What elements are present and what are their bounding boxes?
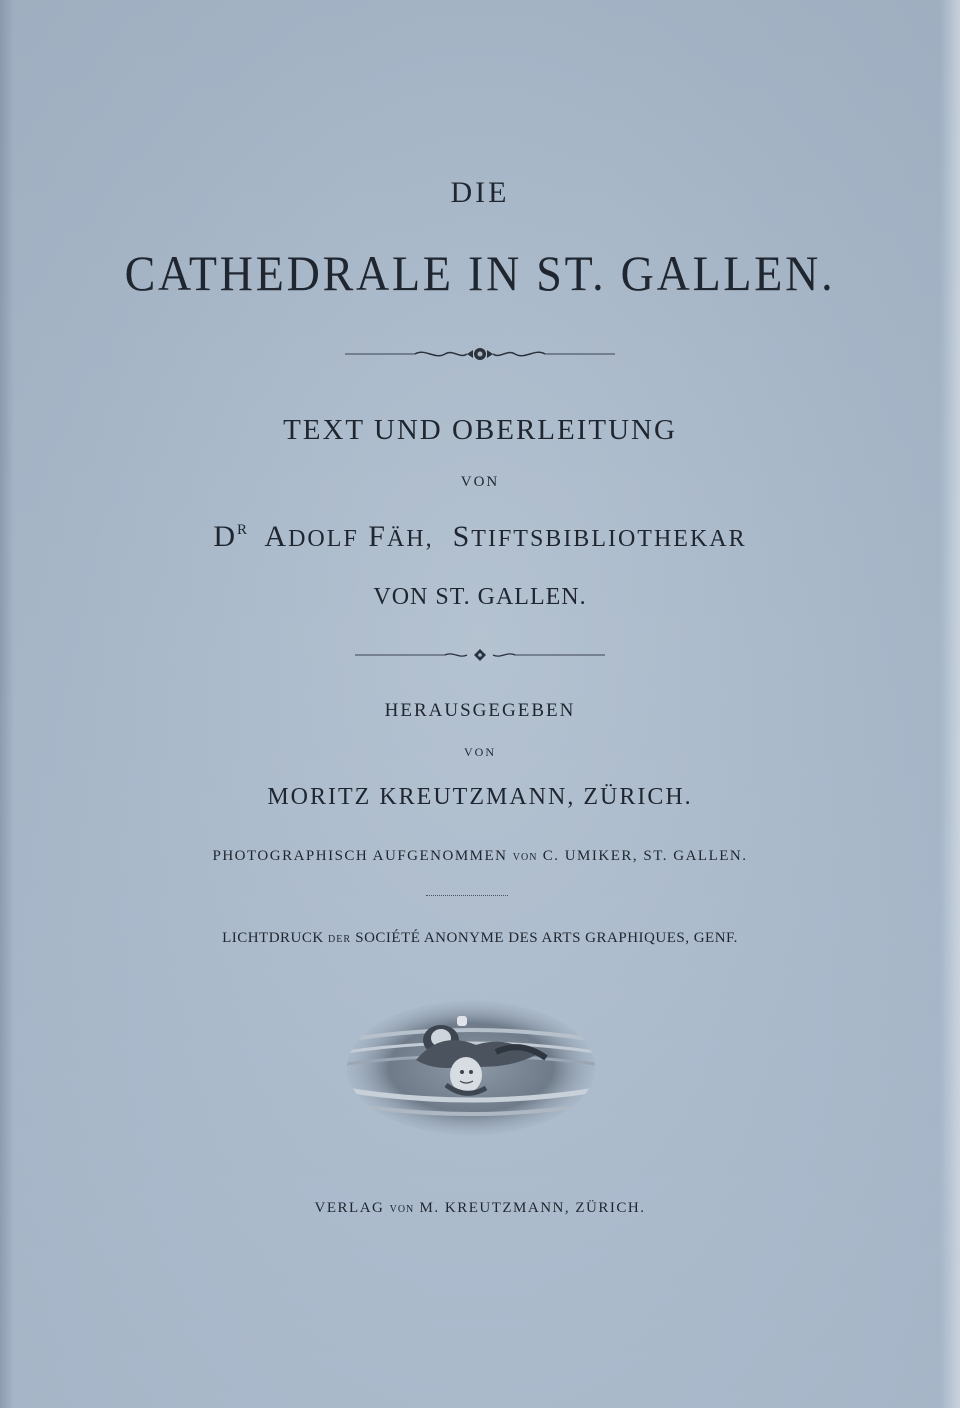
photo-credit-part1: PHOTOGRAPHISCH AUFGENOMMEN	[212, 848, 508, 864]
author-title-initial: S	[452, 520, 472, 553]
photo-credit-part2: C. UMIKER, ST. GALLEN.	[542, 848, 748, 864]
verlag-part1: VERLAG	[314, 1200, 385, 1216]
author-prefix: D	[213, 520, 238, 553]
author-surname-rest: ÄH,	[386, 526, 434, 552]
lichtdruck-credit	[0, 930, 960, 947]
main-title: CATHEDRALE IN ST. GALLEN.	[124, 245, 836, 301]
ornamental-divider-top	[0, 344, 960, 364]
author-initial-a: A	[264, 520, 289, 553]
ornamental-divider-middle	[0, 645, 960, 665]
lichtdruck-der: DER	[327, 934, 351, 945]
von-st-gallen: VON ST. GALLEN.	[373, 584, 587, 610]
photo-credit-von: VON	[512, 852, 538, 863]
verlag-part2: M. KREUTZMANN, ZÜRICH.	[419, 1200, 646, 1216]
author-title-rest: TIFTSBIBLIOTHEKAR	[471, 526, 747, 552]
author-line	[0, 520, 960, 554]
cherub-vignette-image	[346, 1000, 596, 1136]
publisher-person: MORITZ KREUTZMANN, ZÜRICH.	[267, 784, 693, 810]
author-name-rest: DOLF	[288, 526, 359, 552]
herausgegeben: HERAUSGEGEBEN	[384, 700, 576, 721]
author-initial-f: F	[368, 520, 387, 553]
lichtdruck-part2: SOCIÉTÉ ANONYME DES ARTS GRAPHIQUES, GENF.	[355, 930, 738, 946]
von-label-2: VON	[464, 745, 496, 759]
ornament-flourish-icon	[345, 344, 615, 364]
dotted-divider	[426, 895, 508, 896]
von-label-1: VON	[460, 474, 500, 490]
author-prefix-sup: R	[237, 522, 248, 538]
lichtdruck-part1: LICHTDRUCK	[222, 930, 324, 946]
text-und-oberleitung: TEXT UND OBERLEITUNG	[283, 414, 677, 446]
title-die: DIE	[450, 176, 510, 209]
verlag-imprint	[0, 1200, 960, 1217]
ornament-small-flourish-icon	[355, 645, 605, 665]
photo-credit	[0, 848, 960, 865]
verlag-von: VON	[389, 1204, 415, 1215]
